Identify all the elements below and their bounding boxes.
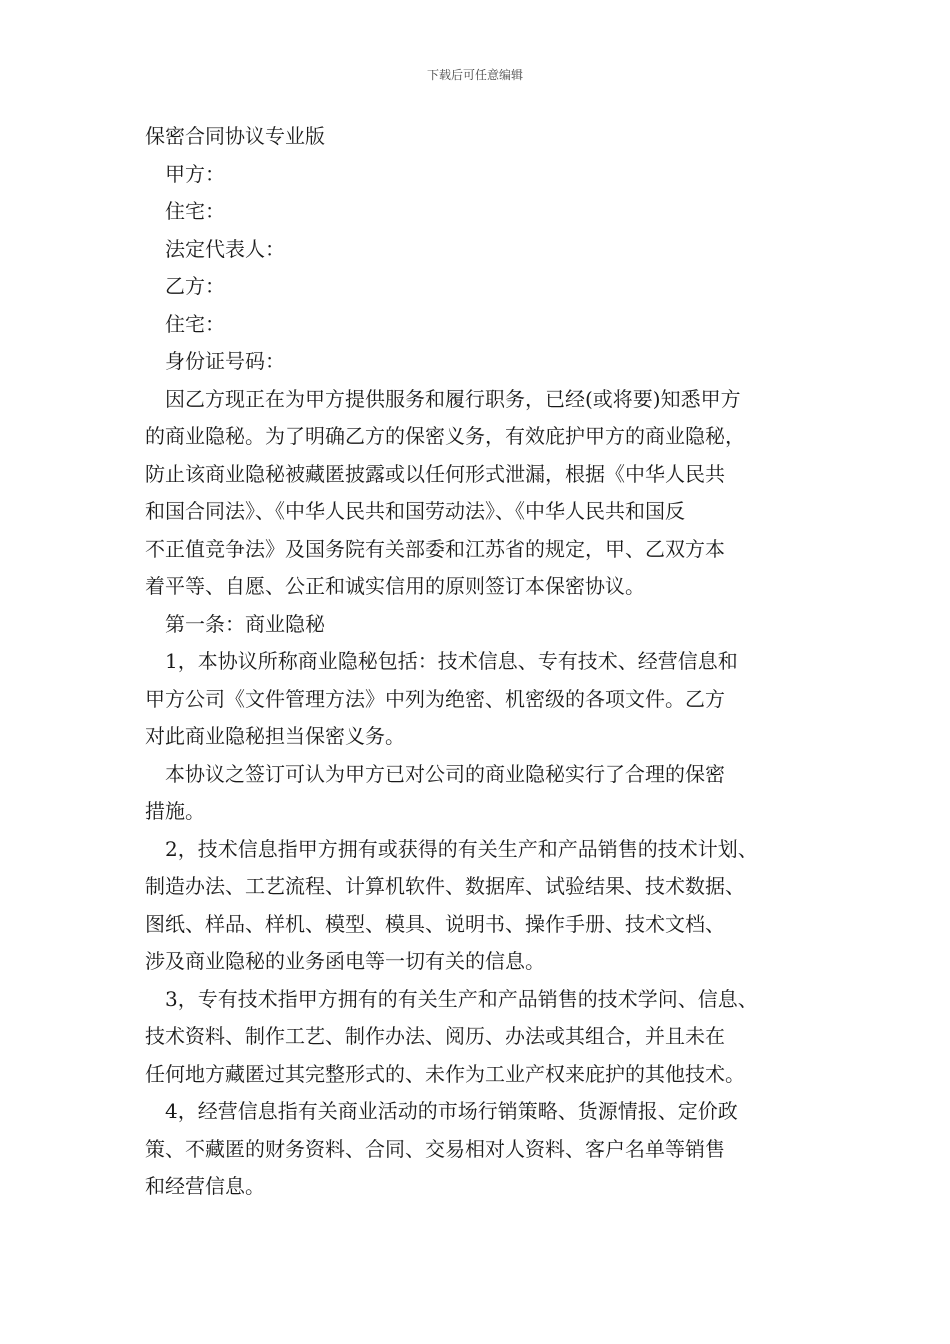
document-line: 着平等、自愿、公正和诚实信用的原则签订本保密协议。 bbox=[145, 574, 645, 598]
document-line: 任何地方藏匿过其完整形式的、未作为工业产权来庇护的其他技术。 bbox=[145, 1061, 745, 1086]
document-line: 的商业隐秘。为了明确乙方的保密义务，有效庇护甲方的商业隐秘， bbox=[145, 424, 745, 448]
document-line: 身份证号码： bbox=[165, 349, 285, 373]
document-line: 第一条：商业隐秘 bbox=[165, 611, 325, 636]
document-line: 和国合同法》、《中华人民共和国劳动法》、《中华人民共和国反 bbox=[145, 499, 685, 523]
document-line: 措施。 bbox=[145, 799, 205, 823]
document-line: 因乙方现正在为甲方提供服务和履行职务，已经(或将要)知悉甲方 bbox=[165, 386, 741, 411]
document-line: 2，技术信息指甲方拥有或获得的有关生产和产品销售的技术计划、 bbox=[165, 836, 758, 861]
document-line: 4，经营信息指有关商业活动的市场行销策略、货源情报、定价政 bbox=[165, 1099, 738, 1123]
document-line: 和经营信息。 bbox=[145, 1174, 265, 1198]
document-body bbox=[145, 118, 815, 1206]
document-title: 保密合同协议专业版 bbox=[145, 124, 325, 148]
document-line: 甲方： bbox=[165, 161, 225, 186]
document-line: 涉及商业隐秘的业务函电等一切有关的信息。 bbox=[145, 949, 545, 973]
document-line: 技术资料、制作工艺、制作办法、阅历、办法或其组合，并且未在 bbox=[145, 1024, 725, 1048]
document-line: 住宅： bbox=[165, 199, 225, 223]
document-line: 住宅： bbox=[165, 311, 225, 336]
document-line: 防止该商业隐秘被藏匿披露或以任何形式泄漏，根据《中华人民共 bbox=[145, 461, 725, 486]
document-line: 不正值竞争法》及国务院有关部委和江苏省的规定，甲、乙双方本 bbox=[145, 536, 725, 561]
document-line: 乙方： bbox=[165, 274, 225, 298]
document-line: 法定代表人： bbox=[165, 236, 285, 261]
document-line: 对此商业隐秘担当保密义务。 bbox=[145, 724, 405, 748]
document-line: 策、不藏匿的财务资料、合同、交易相对人资料、客户名单等销售 bbox=[145, 1136, 725, 1161]
page-header-note: 下载后可任意编辑 bbox=[426, 68, 523, 82]
document-line: 1，本协议所称商业隐秘包括：技术信息、专有技术、经营信息和 bbox=[165, 649, 738, 673]
document-line: 甲方公司《文件管理方法》中列为绝密、机密级的各项文件。乙方 bbox=[145, 686, 725, 711]
document-line: 3，专有技术指甲方拥有的有关生产和产品销售的技术学问、信息、 bbox=[165, 986, 758, 1011]
document-line: 制造办法、工艺流程、计算机软件、数据库、试验结果、技术数据、 bbox=[145, 874, 745, 898]
document-line: 图纸、样品、样机、模型、模具、说明书、操作手册、技术文档、 bbox=[145, 911, 725, 936]
document-line: 本协议之签订可认为甲方已对公司的商业隐秘实行了合理的保密 bbox=[165, 761, 725, 786]
